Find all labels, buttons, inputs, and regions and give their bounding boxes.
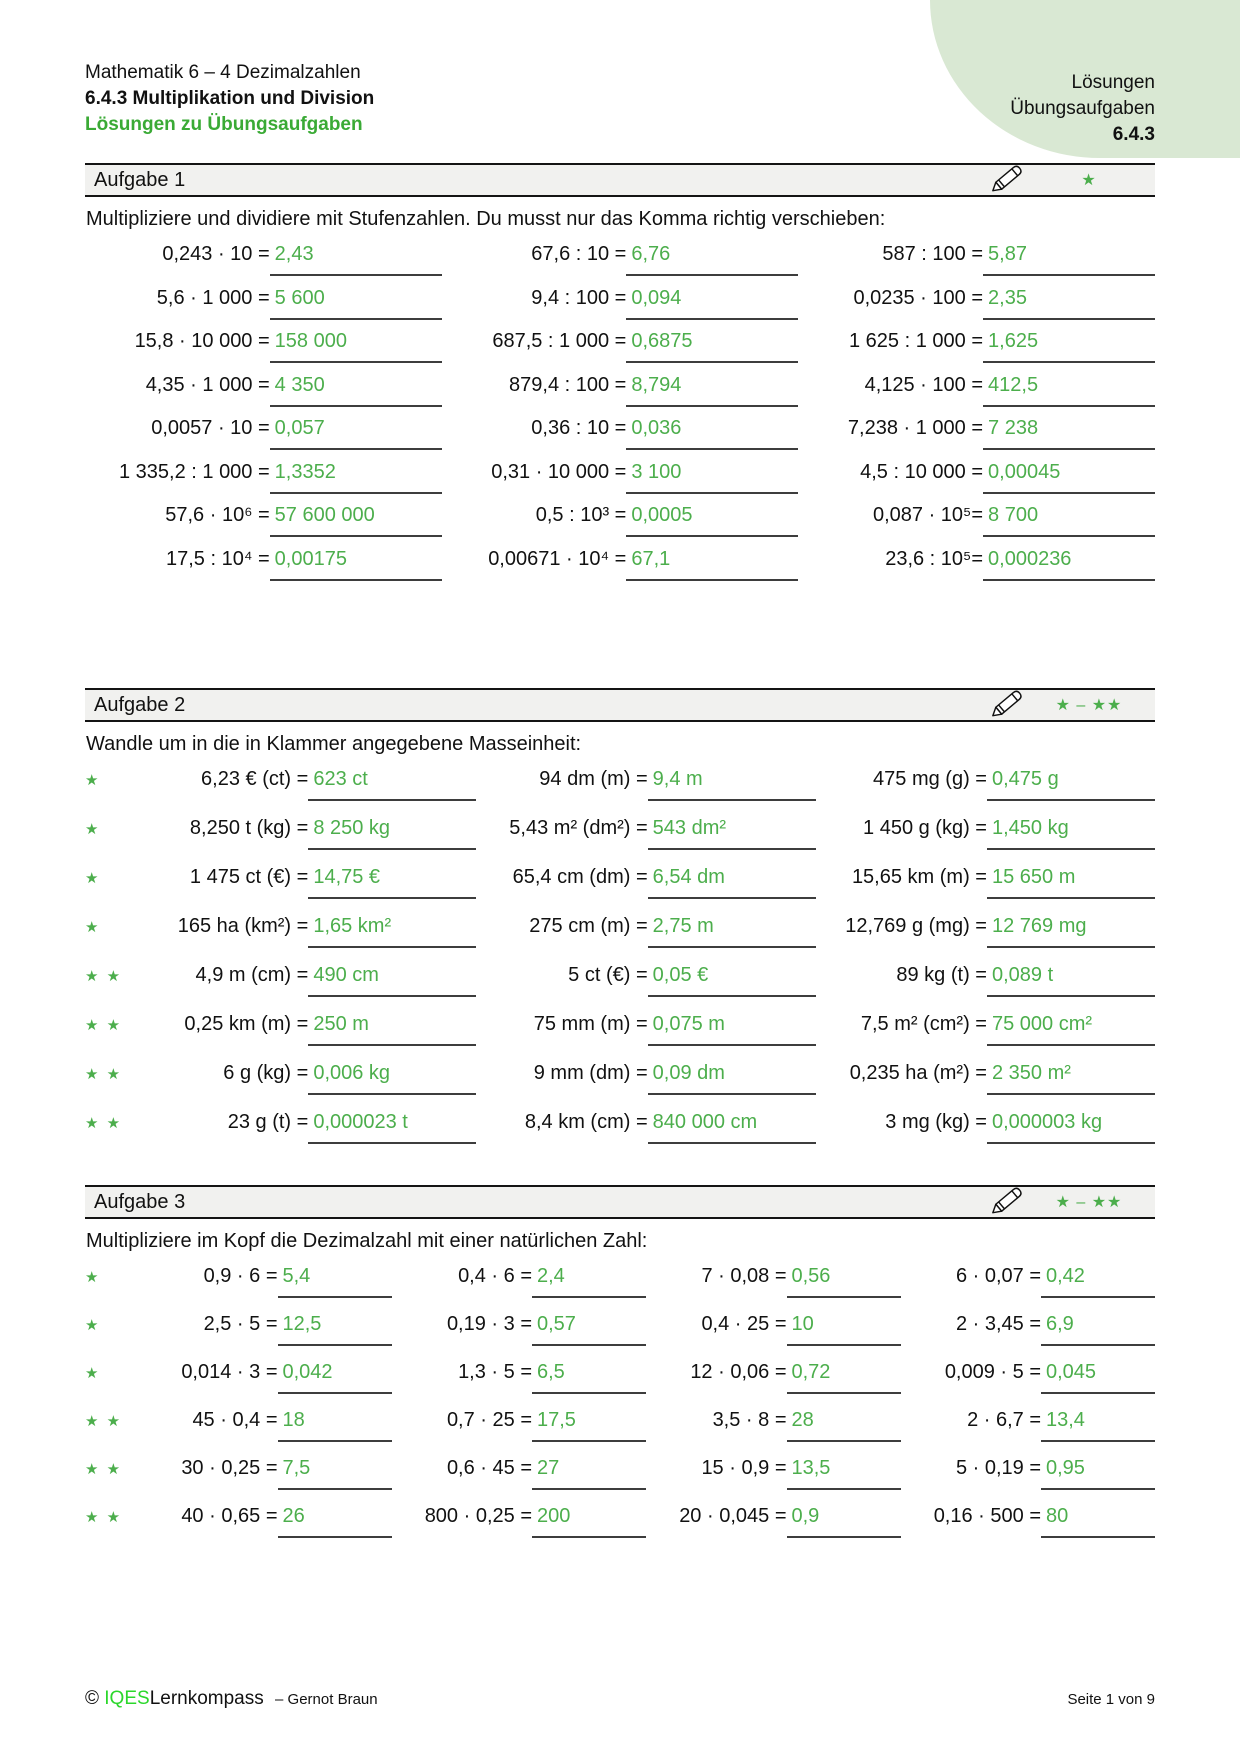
pencil-icon [987, 690, 1027, 720]
problem-text: 1 335,2 : 1 000 = [118, 460, 270, 483]
answer-text: 0,000236 [983, 548, 1155, 581]
answer-text: 2 350 m² [987, 1062, 1155, 1095]
task-row [85, 866, 1155, 915]
task-row [85, 287, 1155, 331]
problem-text: 0,31 · 10 000 = [491, 460, 627, 483]
answer-text: 840 000 cm [648, 1111, 816, 1144]
task-row [85, 817, 1155, 866]
task-header-bar [85, 163, 1155, 197]
task-rows [85, 243, 1155, 591]
exercise-cell [798, 548, 1155, 581]
row-difficulty-stars: ★ ★ [85, 1509, 123, 1526]
answer-text: 2,43 [270, 243, 442, 276]
exercise-cell [137, 1062, 476, 1095]
task-row [85, 1313, 1155, 1361]
answer-text: 8 700 [983, 504, 1155, 537]
problem-text: 57,6 · 10⁶ = [165, 504, 270, 526]
task-section-2 [85, 688, 1155, 1160]
answer-text: 200 [532, 1505, 646, 1538]
exercise-cell [476, 1013, 815, 1046]
exercise-cell [392, 1457, 647, 1490]
problem-text: 15 · 0,9 = [701, 1457, 787, 1479]
answer-text: 7,5 [278, 1457, 392, 1490]
problem-text: 9 mm (dm) = [533, 1062, 648, 1084]
answer-text: 0,036 [626, 417, 798, 450]
answer-text: 1,625 [983, 330, 1155, 363]
problem-text: 687,5 : 1 000 = [492, 330, 627, 352]
answer-text: 158 000 [270, 330, 442, 363]
pencil-icon [987, 165, 1027, 195]
task-rows [85, 768, 1155, 1160]
problem-text: 6,23 € (ct) = [201, 768, 309, 790]
problem-text: 6 · 0,07 = [955, 1265, 1041, 1287]
answer-text: 0,56 [787, 1265, 901, 1298]
logo-lernkompass: Lernkompass [149, 1688, 264, 1709]
task-header-bar [85, 688, 1155, 722]
problem-text: 65,4 cm (dm) = [512, 866, 648, 888]
exercise-cell [816, 964, 1155, 997]
problem-text: 3,5 · 8 = [712, 1409, 787, 1431]
problem-text: 12 · 0,06 = [690, 1361, 787, 1383]
problem-text: 0,4 · 6 = [458, 1265, 532, 1287]
row-difficulty-stars: ★ [85, 919, 101, 936]
problem-text: 3 mg (kg) = [885, 1111, 987, 1133]
row-difficulty-stars: ★ ★ [85, 1413, 123, 1430]
task-row [85, 330, 1155, 374]
exercise-cell [392, 1505, 647, 1538]
task-row [85, 964, 1155, 1013]
answer-text: 2,4 [532, 1265, 646, 1298]
task-row [85, 374, 1155, 418]
problem-text: 45 · 0,4 = [192, 1409, 278, 1431]
exercise-cell [137, 915, 476, 948]
answer-text: 0,6875 [626, 330, 798, 363]
exercise-cell [137, 866, 476, 899]
answer-text: 6,54 dm [648, 866, 816, 899]
exercise-cell [442, 417, 799, 450]
problem-text: 30 · 0,25 = [181, 1457, 278, 1479]
problem-text: 7,5 m² (cm²) = [860, 1013, 987, 1035]
task-row [85, 548, 1155, 592]
answer-text: 57 600 000 [270, 504, 442, 537]
problem-text: 0,9 · 6 = [203, 1265, 278, 1287]
exercise-cell [646, 1313, 901, 1346]
answer-text: 0,094 [626, 287, 798, 320]
problem-text: 0,00671 · 10⁴ = [488, 547, 627, 570]
exercise-cell [816, 817, 1155, 850]
problem-text: 20 · 0,045 = [679, 1505, 787, 1527]
task-row [85, 1062, 1155, 1111]
exercise-cell [442, 330, 799, 363]
exercise-cell [85, 330, 442, 363]
problem-text: 2 · 3,45 = [955, 1313, 1041, 1335]
task-row [85, 1409, 1155, 1457]
task-header-bar [85, 1185, 1155, 1219]
exercise-cell [85, 287, 442, 320]
answer-text: 0,045 [1041, 1361, 1155, 1394]
row-difficulty-stars: ★ [85, 821, 101, 838]
exercise-cell [85, 548, 442, 581]
problem-text: 0,4 · 25 = [701, 1313, 787, 1335]
exercise-cell [137, 1265, 392, 1298]
exercise-cell [137, 817, 476, 850]
problem-text: 9,4 : 100 = [531, 286, 627, 309]
problem-text: 0,36 : 10 = [531, 417, 627, 439]
task-intro: Multipliziere im Kopf die Dezimalzahl mit einer natürlichen Zahl: [86, 1230, 648, 1252]
exercise-cell [137, 1313, 392, 1346]
row-difficulty-stars: ★ [85, 1269, 101, 1286]
exercise-cell [798, 417, 1155, 450]
answer-text: 0,9 [787, 1505, 901, 1538]
problem-text: 7,238 · 1 000 = [847, 417, 984, 439]
problem-text: 879,4 : 100 = [509, 373, 627, 396]
answer-text: 4 350 [270, 374, 442, 407]
answer-text: 1,3352 [270, 461, 442, 494]
exercise-cell [901, 1265, 1156, 1298]
row-difficulty-stars: ★ [85, 870, 101, 887]
answer-text: 412,5 [983, 374, 1155, 407]
problem-text: 4,5 : 10 000 = [860, 460, 984, 483]
exercise-cell [476, 915, 815, 948]
task-row [85, 1265, 1155, 1313]
author-name: – Gernot Braun [275, 1691, 378, 1708]
exercise-cell [137, 1409, 392, 1442]
answer-text: 26 [278, 1505, 392, 1538]
exercise-cell [816, 1013, 1155, 1046]
problem-text: 67,6 : 10 = [531, 243, 627, 265]
exercise-cell [85, 504, 442, 537]
problem-text: 8,4 km (cm) = [524, 1111, 648, 1133]
answer-text: 12,5 [278, 1313, 392, 1346]
row-difficulty-stars: ★ ★ [85, 1461, 123, 1478]
answer-text: 0,006 kg [308, 1062, 476, 1095]
corner-line-3: 6.4.3 [1112, 124, 1155, 145]
problem-text: 475 mg (g) = [873, 768, 987, 790]
answer-text: 8 250 kg [308, 817, 476, 850]
document-header [85, 60, 374, 138]
problem-text: 5 · 0,19 = [955, 1457, 1041, 1479]
task-row [85, 768, 1155, 817]
answer-text: 18 [278, 1409, 392, 1442]
problem-text: 75 mm (m) = [533, 1013, 648, 1035]
exercise-cell [442, 504, 799, 537]
answer-text: 75 000 cm² [987, 1013, 1155, 1046]
answer-text: 6,9 [1041, 1313, 1155, 1346]
task-title: Aufgabe 2 [94, 693, 186, 716]
answer-text: 6,5 [532, 1361, 646, 1394]
exercise-cell [646, 1457, 901, 1490]
answer-text: 0,057 [270, 417, 442, 450]
exercise-cell [646, 1409, 901, 1442]
problem-text: 4,35 · 1 000 = [145, 373, 270, 396]
row-difficulty-stars: ★ [85, 1365, 101, 1382]
problem-text: 1,3 · 5 = [458, 1361, 532, 1383]
answer-text: 13,5 [787, 1457, 901, 1490]
problem-text: 17,5 : 10⁴ = [166, 547, 270, 570]
exercise-cell [901, 1409, 1156, 1442]
exercise-cell [816, 768, 1155, 801]
answer-text: 1,450 kg [987, 817, 1155, 850]
exercise-cell [137, 964, 476, 997]
task-intro: Wandle um in die in Klammer angegebene Masseinheit: [86, 733, 582, 755]
row-difficulty-stars: ★ ★ [85, 1017, 123, 1034]
task-row [85, 915, 1155, 964]
header-solutions-label: Lösungen zu Übungsaufgaben [85, 114, 363, 135]
answer-text: 10 [787, 1313, 901, 1346]
exercise-cell [901, 1313, 1156, 1346]
problem-text: 0,014 · 3 = [181, 1361, 278, 1383]
exercise-cell [137, 1361, 392, 1394]
problem-text: 89 kg (t) = [896, 964, 987, 986]
problem-text: 4,9 m (cm) = [195, 964, 309, 986]
answer-text: 0,05 € [648, 964, 816, 997]
exercise-cell [798, 243, 1155, 276]
exercise-cell [392, 1409, 647, 1442]
exercise-cell [85, 461, 442, 494]
answer-text: 9,4 m [648, 768, 816, 801]
task-row [85, 1013, 1155, 1062]
exercise-cell [392, 1313, 647, 1346]
exercise-cell [646, 1361, 901, 1394]
task-row [85, 1111, 1155, 1160]
answer-text: 0,57 [532, 1313, 646, 1346]
answer-text: 3 100 [626, 461, 798, 494]
page-number: Seite 1 von 9 [1067, 1691, 1155, 1708]
exercise-cell [646, 1505, 901, 1538]
exercise-cell [137, 768, 476, 801]
exercise-cell [646, 1265, 901, 1298]
answer-text: 543 dm² [648, 817, 816, 850]
answer-text: 0,00175 [270, 548, 442, 581]
exercise-cell [798, 330, 1155, 363]
exercise-cell [798, 504, 1155, 537]
problem-text: 587 : 100 = [882, 243, 984, 265]
problem-text: 12,769 g (mg) = [845, 915, 987, 937]
corner-line-1: Lösungen [1071, 72, 1155, 93]
exercise-cell [442, 374, 799, 407]
problem-text: 5,43 m² (dm²) = [509, 817, 648, 839]
exercise-cell [85, 243, 442, 276]
exercise-cell [798, 287, 1155, 320]
answer-text: 0,475 g [987, 768, 1155, 801]
publisher-logo [85, 1688, 378, 1710]
problem-text: 800 · 0,25 = [424, 1505, 532, 1527]
answer-text: 28 [787, 1409, 901, 1442]
problem-text: 15,8 · 10 000 = [134, 330, 270, 352]
exercise-cell [901, 1361, 1156, 1394]
problem-text: 0,25 km (m) = [184, 1013, 309, 1035]
problem-text: 275 cm (m) = [529, 915, 648, 937]
answer-text: 0,000023 t [308, 1111, 476, 1144]
problem-text: 23 g (t) = [227, 1111, 309, 1133]
answer-text: 0,089 t [987, 964, 1155, 997]
exercise-cell [85, 417, 442, 450]
answer-text: 0,42 [1041, 1265, 1155, 1298]
answer-text: 5,4 [278, 1265, 392, 1298]
answer-text: 0,09 dm [648, 1062, 816, 1095]
exercise-cell [476, 817, 815, 850]
exercise-cell [476, 866, 815, 899]
task-title: Aufgabe 3 [94, 1190, 186, 1213]
answer-text: 0,0005 [626, 504, 798, 537]
exercise-cell [901, 1457, 1156, 1490]
task-rows [85, 1265, 1155, 1553]
answer-text: 14,75 € [308, 866, 476, 899]
row-difficulty-stars: ★ ★ [85, 1115, 123, 1132]
problem-text: 23,6 : 10⁵= [885, 547, 984, 570]
problem-text: 40 · 0,65 = [181, 1505, 278, 1527]
exercise-cell [816, 1062, 1155, 1095]
problem-text: 0,009 · 5 = [944, 1361, 1041, 1383]
exercise-cell [137, 1013, 476, 1046]
task-row [85, 1505, 1155, 1553]
answer-text: 80 [1041, 1505, 1155, 1538]
exercise-cell [476, 1111, 815, 1144]
problem-text: 0,235 ha (m²) = [849, 1062, 987, 1084]
answer-text: 15 650 m [987, 866, 1155, 899]
task-title: Aufgabe 1 [94, 168, 186, 191]
answer-text: 0,95 [1041, 1457, 1155, 1490]
task-section-1 [85, 163, 1155, 591]
task-section-3 [85, 1185, 1155, 1553]
problem-text: 8,250 t (kg) = [189, 817, 309, 839]
exercise-cell [392, 1265, 647, 1298]
task-row [85, 504, 1155, 548]
problem-text: 0,19 · 3 = [446, 1313, 532, 1335]
page-footer [85, 1688, 1155, 1710]
problem-text: 1 625 : 1 000 = [849, 330, 984, 352]
exercise-cell [476, 964, 815, 997]
task-row [85, 417, 1155, 461]
exercise-cell [901, 1505, 1156, 1538]
answer-text: 5,87 [983, 243, 1155, 276]
header-subject: Mathematik 6 – 4 Dezimalzahlen [85, 62, 361, 83]
task-row [85, 243, 1155, 287]
answer-text: 2,35 [983, 287, 1155, 320]
answer-text: 250 m [308, 1013, 476, 1046]
corner-line-2: Übungsaufgaben [1010, 98, 1155, 119]
problem-text: 0,5 : 10³ = [535, 504, 627, 526]
pencil-icon [987, 1187, 1027, 1217]
problem-text: 4,125 · 100 = [864, 373, 984, 396]
answer-text: 7 238 [983, 417, 1155, 450]
row-difficulty-stars: ★ ★ [85, 1066, 123, 1083]
exercise-cell [392, 1361, 647, 1394]
problem-text: 5,6 · 1 000 = [156, 286, 270, 309]
exercise-cell [137, 1111, 476, 1144]
task-row [85, 1361, 1155, 1409]
answer-text: 5 600 [270, 287, 442, 320]
row-difficulty-stars: ★ [85, 772, 101, 789]
problem-text: 2 · 6,7 = [967, 1409, 1041, 1431]
problem-text: 2,5 · 5 = [203, 1313, 278, 1335]
problem-text: 6 g (kg) = [223, 1062, 309, 1084]
header-chapter: 6.4.3 Multiplikation und Division [85, 88, 375, 109]
problem-text: 15,65 km (m) = [851, 866, 987, 888]
problem-text: 94 dm (m) = [539, 768, 648, 790]
problem-text: 0,16 · 500 = [933, 1505, 1041, 1527]
answer-text: 0,042 [278, 1361, 392, 1394]
exercise-cell [798, 461, 1155, 494]
problem-text: 0,0235 · 100 = [853, 286, 984, 309]
task-row [85, 461, 1155, 505]
problem-text: 0,243 · 10 = [162, 243, 270, 265]
logo-iqes: IQES [104, 1688, 150, 1709]
answer-text: 623 ct [308, 768, 476, 801]
problem-text: 0,087 · 10⁵= [872, 504, 984, 526]
exercise-cell [442, 287, 799, 320]
exercise-cell [137, 1505, 392, 1538]
answer-text: 0,075 m [648, 1013, 816, 1046]
exercise-cell [816, 1111, 1155, 1144]
copyright-icon: © [85, 1688, 99, 1709]
problem-text: 0,6 · 45 = [446, 1457, 532, 1479]
problem-text: 1 475 ct (€) = [189, 866, 309, 888]
problem-text: 7 · 0,08 = [701, 1265, 787, 1287]
exercise-cell [476, 1062, 815, 1095]
row-difficulty-stars: ★ ★ [85, 968, 123, 985]
exercise-cell [137, 1457, 392, 1490]
answer-text: 13,4 [1041, 1409, 1155, 1442]
corner-banner-text [1010, 70, 1155, 148]
answer-text: 1,65 km² [308, 915, 476, 948]
answer-text: 0,72 [787, 1361, 901, 1394]
exercise-cell [442, 243, 799, 276]
answer-text: 0,00045 [983, 461, 1155, 494]
answer-text: 6,76 [626, 243, 798, 276]
row-difficulty-stars: ★ [85, 1317, 101, 1334]
answer-text: 8,794 [626, 374, 798, 407]
exercise-cell [816, 915, 1155, 948]
answer-text: 17,5 [532, 1409, 646, 1442]
difficulty-stars: ★ [1081, 172, 1097, 189]
answer-text: 2,75 m [648, 915, 816, 948]
answer-text: 0,000003 kg [987, 1111, 1155, 1144]
problem-text: 165 ha (km²) = [177, 915, 309, 937]
answer-text: 12 769 mg [987, 915, 1155, 948]
problem-text: 0,0057 · 10 = [151, 417, 270, 439]
problem-text: 1 450 g (kg) = [863, 817, 987, 839]
difficulty-stars: ★ – ★★ [1055, 697, 1123, 714]
difficulty-stars: ★ – ★★ [1055, 1194, 1123, 1211]
task-row [85, 1457, 1155, 1505]
exercise-cell [476, 768, 815, 801]
problem-text: 5 ct (€) = [568, 964, 648, 986]
exercise-cell [442, 548, 799, 581]
problem-text: 0,7 · 25 = [446, 1409, 532, 1431]
exercise-cell [816, 866, 1155, 899]
answer-text: 67,1 [626, 548, 798, 581]
answer-text: 490 cm [308, 964, 476, 997]
exercise-cell [442, 461, 799, 494]
exercise-cell [85, 374, 442, 407]
task-intro: Multipliziere und dividiere mit Stufenzahlen. Du musst nur das Komma richtig verschieben: [86, 208, 886, 230]
exercise-cell [798, 374, 1155, 407]
answer-text: 27 [532, 1457, 646, 1490]
